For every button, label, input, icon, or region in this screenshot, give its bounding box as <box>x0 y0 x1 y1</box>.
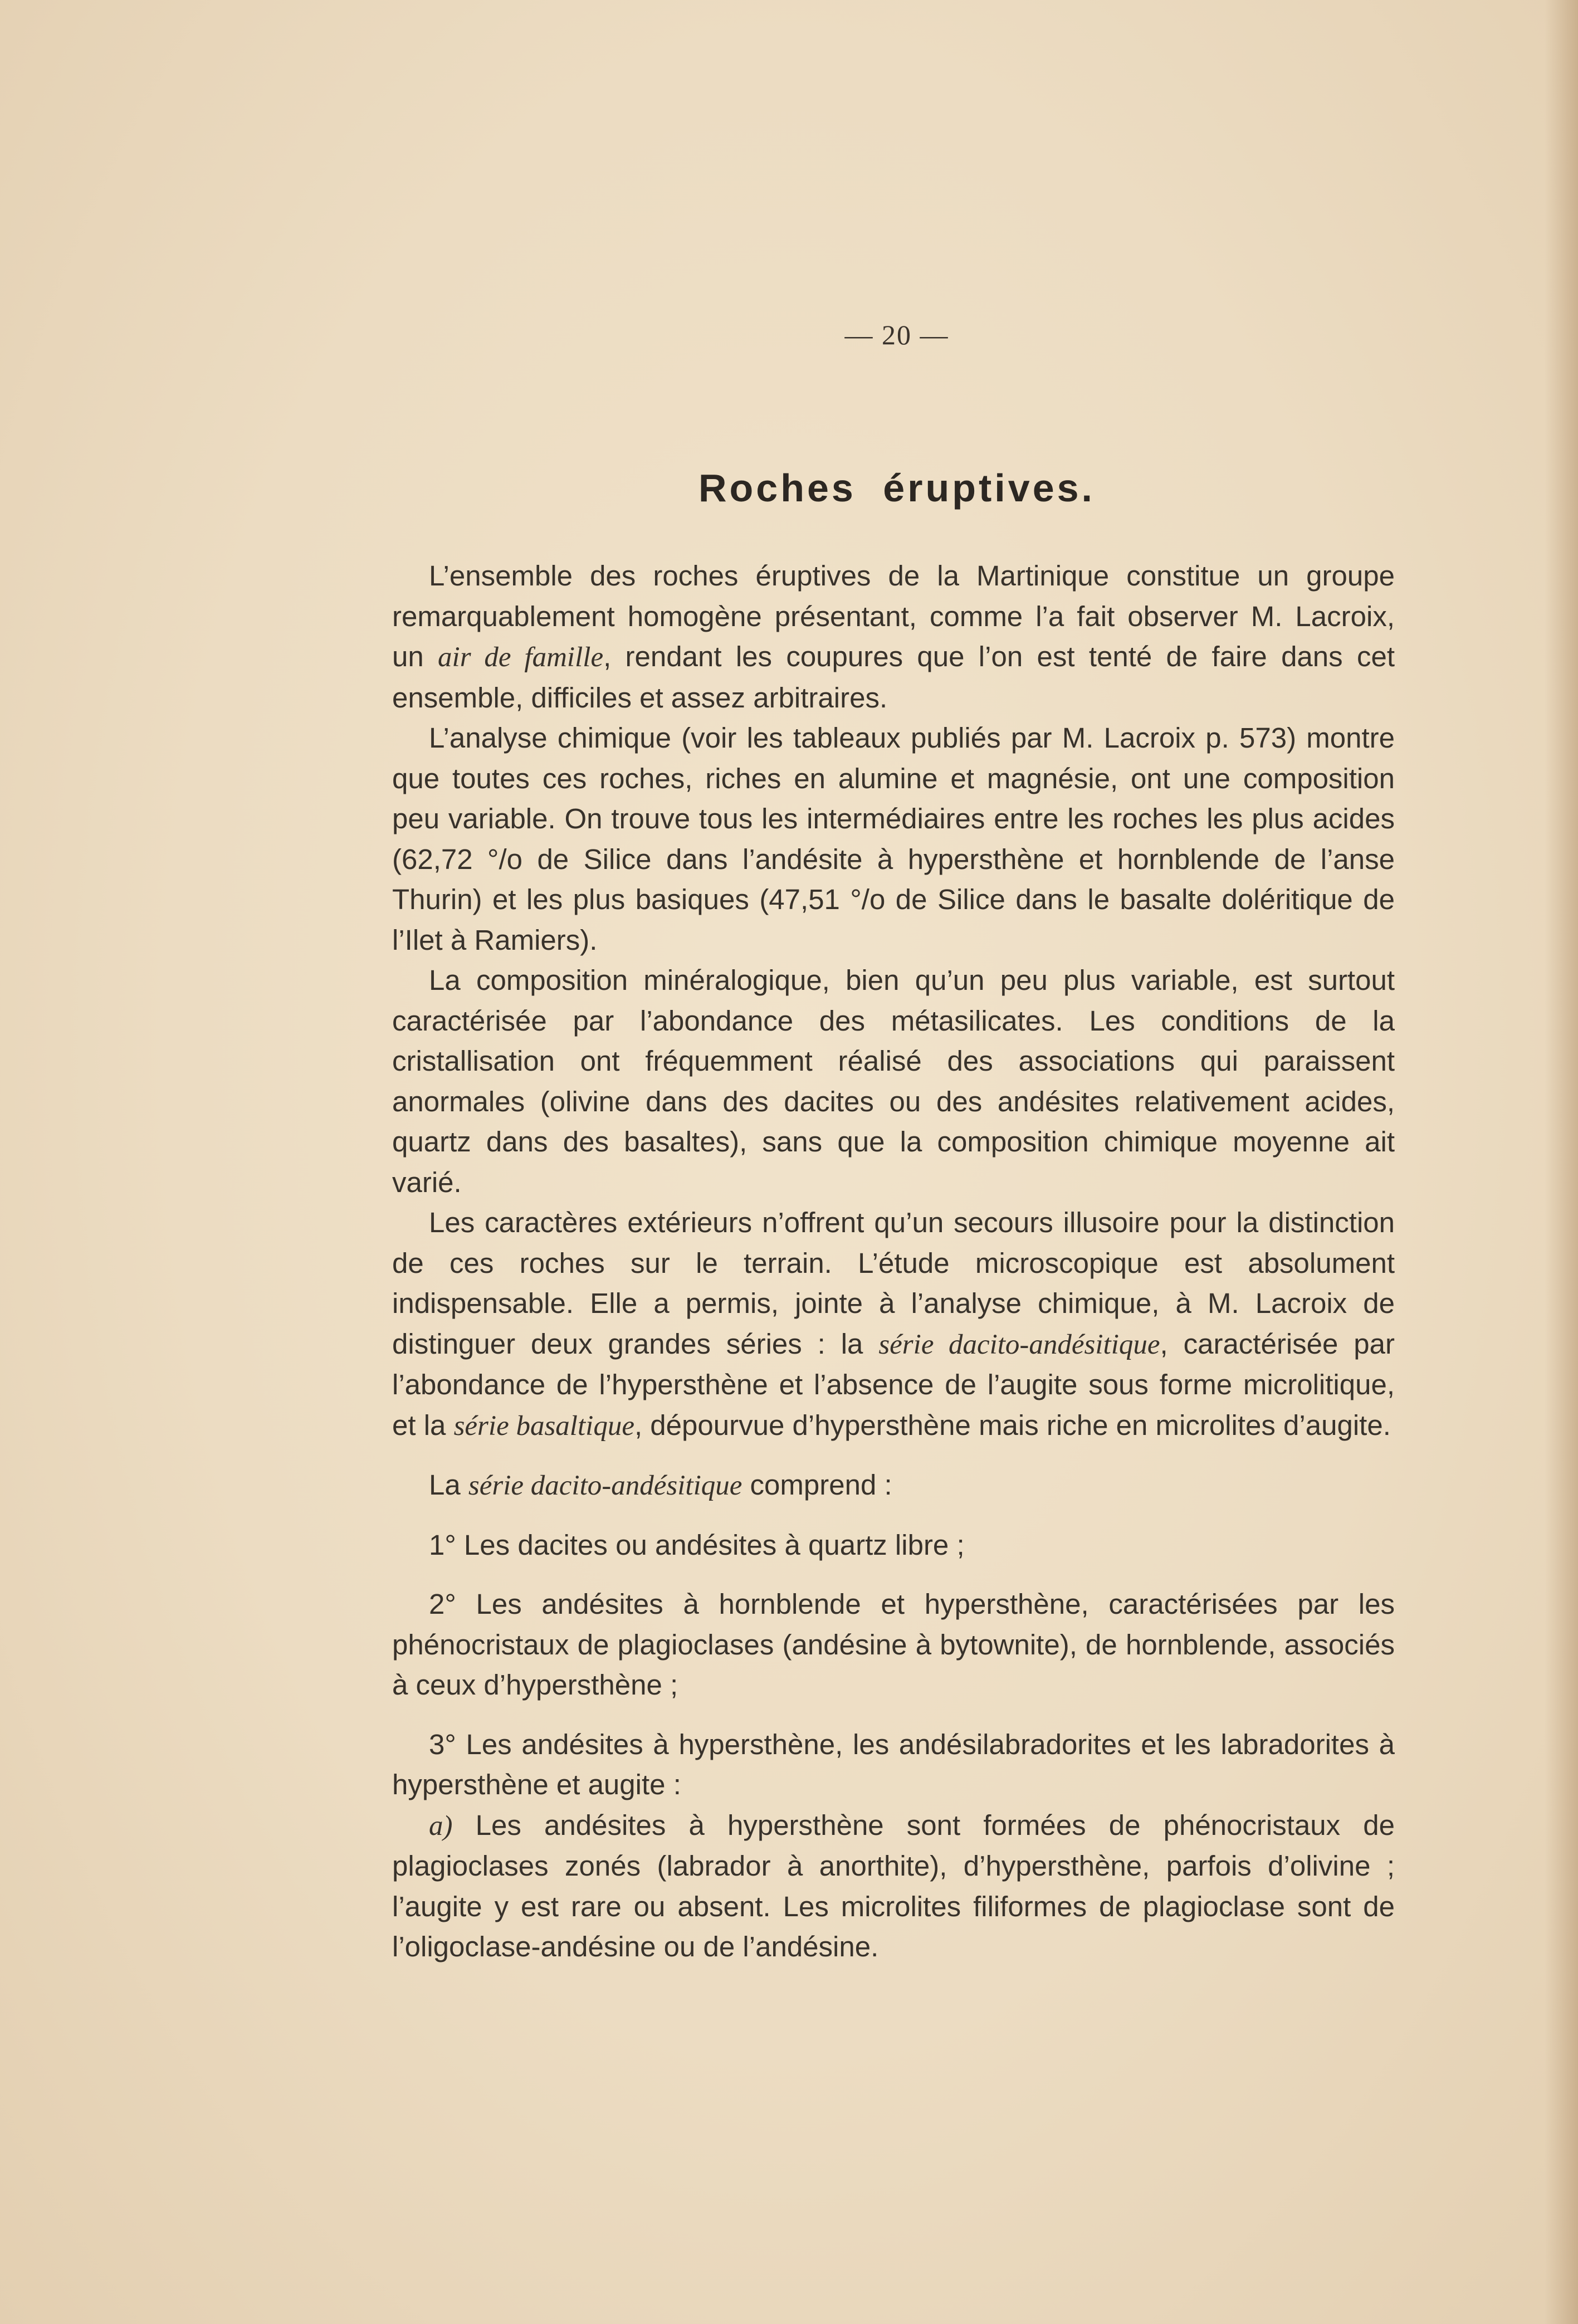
paragraph-5 <box>392 1465 1395 1506</box>
paragraph-7-text: 2° Les andésites à hornblende et hypersthène, caractérisées par les phénocristaux de plagioclases (andésine à bytownite), de hornblende, associés à ceux d’hypersthène ; <box>392 1588 1395 1701</box>
page-number: — 20 — <box>844 319 949 350</box>
paragraph-1-italic: air de famille <box>438 642 604 673</box>
paragraph-4 <box>392 1203 1395 1446</box>
paragraph-4-italic-b: série basaltique <box>453 1410 634 1442</box>
paragraph-9-text: Les andésites à hypersthène sont formées de phénocristaux de plagioclases zonés (labrador à anorthite), d’hypersthène, parfois d’olivine ; l’augite y est rare ou absent. Les microlites filiformes de plagioclase sont de l’oligoclase-andésine ou de l’andésine. <box>392 1809 1395 1962</box>
paragraph-1-text-a: L’ensemble des roches éruptives de la Martinique constitue un groupe remarquablement homogène présentant, comme l’a fait observer M. Lacroix, un <box>392 560 1395 672</box>
paragraph-9 <box>392 1805 1395 1967</box>
paragraph-2 <box>392 718 1395 960</box>
paragraph-2-text: L’analyse chimique (voir les tableaux publiés par M. Lacroix p. 573) montre que toutes ces roches, riches en alumine et magnésie, ont une composition peu variable. On trouve tous les intermédiaires entre les roches les plus acides (62,72 °/o de Silice dans l’andésite à hypersthène et hornblende de l’anse Thurin) et les plus basiques (47,51 °/o de Silice dans le basalte doléritique de l’Ilet à Ramiers). <box>392 722 1395 956</box>
paragraph-3-text: La composition minéralogique, bien qu’un peu plus variable, est surtout caractérisée par l’abondance des métasilicates. Les conditions de la cristallisation ont fréquemment réalisé des associations qui paraissent anormales (olivine dans des dacites ou des andésites relativement acides, quartz dans des basaltes), sans que la composition chimique moyenne ait varié. <box>392 964 1395 1198</box>
paragraph-4-text-b: , caractérisée par l’abondance de l’hypersthène et l’absence de l’augite sous forme microlitique, et la <box>392 1327 1395 1441</box>
paragraph-8 <box>392 1725 1395 1805</box>
paragraph-5-text-b: comprend : <box>742 1469 892 1501</box>
paragraph-5-text-a: La <box>429 1469 468 1501</box>
paragraph-6-text: 1° Les dacites ou andésites à quartz libre ; <box>429 1529 965 1561</box>
paragraph-7 <box>392 1584 1395 1706</box>
body-text <box>392 556 1395 1967</box>
section-title: Roches éruptives. <box>698 466 1095 510</box>
paragraph-1-text-b: , rendant les coupures que l’on est tenté de faire dans cet ensemble, difficiles et assez arbitraires. <box>392 641 1395 714</box>
paragraph-9-italic: a) <box>429 1810 453 1842</box>
paragraph-4-text-c: , dépourvue d’hypersthène mais riche en microlites d’augite. <box>634 1409 1391 1441</box>
paragraph-8-text: 3° Les andésites à hypersthène, les andésilabradorites et les labradorites à hypersthène et augite : <box>392 1728 1395 1800</box>
paragraph-5-italic: série dacito-andésitique <box>468 1470 742 1501</box>
paragraph-4-italic-a: série dacito-andésitique <box>878 1329 1160 1360</box>
paragraph-4-text-a: Les caractères extérieurs n’offrent qu’un secours illusoire pour la distinction de ces roches sur le terrain. L’étude microscopique est absolument indispensable. Elle a permis, jointe à l’analyse chimique, à M. Lacroix de distinguer deux grandes séries : la <box>392 1207 1395 1360</box>
paragraph-1 <box>392 556 1395 718</box>
paragraph-3 <box>392 960 1395 1203</box>
paragraph-6 <box>392 1525 1395 1566</box>
